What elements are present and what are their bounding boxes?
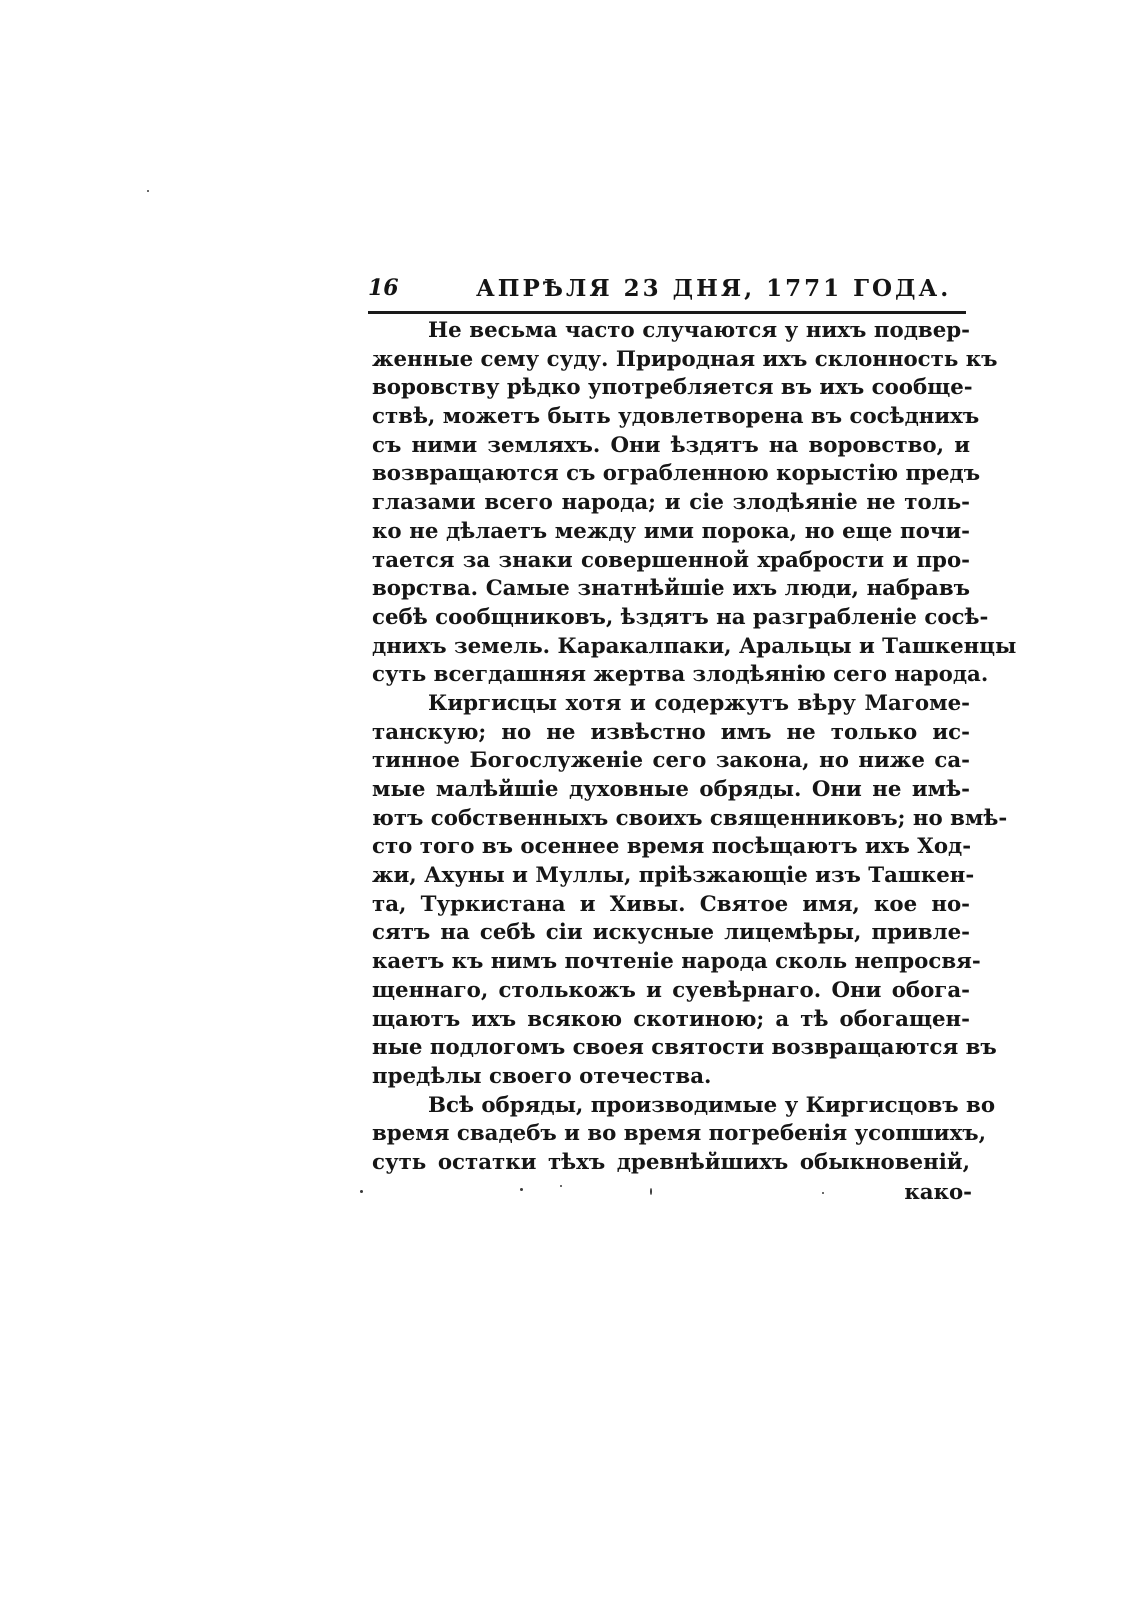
text-line: женные сему суду. Природная ихъ склонность къ	[372, 346, 998, 372]
text-line: щаютъ ихъ всякою скотиною; а тѣ обогащен-	[372, 1006, 970, 1032]
text-line: ютъ собственныхъ своихъ священниковъ; но вмѣ-	[372, 805, 1008, 831]
text-line: Не весьма часто случаются у нихъ подвер-	[428, 318, 970, 343]
text-line: днихъ земель. Каракалпаки, Аральцы и Ташкенцы	[372, 633, 1017, 659]
text-line: жи, Ахуны и Муллы, пріѣзжающіе изъ Ташкен-	[372, 863, 975, 889]
scan-speck	[520, 1188, 523, 1191]
text-line: сто того въ осеннее время посѣщаютъ ихъ Ход-	[372, 834, 972, 860]
scan-speck	[360, 1190, 363, 1193]
scan-speck	[147, 190, 149, 192]
body-text	[372, 317, 1017, 1178]
text-line: глазами всего народа; и сіе злодѣяніе не толь-	[372, 490, 970, 516]
text-line: ствѣ, можетъ быть удовлетворена въ сосѣднихъ	[372, 404, 980, 430]
text-line: танскую; но не извѣстно имъ не только ис-	[372, 719, 970, 745]
text-line: ко не дѣлаетъ между ими порока, но еще почи-	[372, 518, 970, 544]
text-line: ные подлогомъ своея святости возвращаются въ	[372, 1035, 997, 1061]
text-line: себѣ сообщниковъ, ѣздятъ на разграбленіе сосѣ-	[372, 604, 989, 630]
text-line: время свадебъ и во время погребенія усопшихъ,	[372, 1121, 987, 1147]
text-line: сятъ на себѣ сіи искусные лицемѣры, привле-	[372, 920, 970, 946]
scan-speck	[822, 1192, 824, 1194]
text-line: Всѣ обряды, производимые у Киргисцовъ во	[428, 1092, 996, 1118]
text-line: съ ними земляхъ. Они ѣздятъ на воровство, и	[372, 432, 970, 458]
text-line: каетъ къ нимъ почтеніе народа сколь непросвя-	[372, 949, 981, 975]
running-title: АПРѢЛЯ 23 ДНЯ, 1771 ГОДА.	[476, 275, 952, 302]
header-rule	[368, 311, 966, 314]
text-line: тается за знаки совершенной храбрости и про-	[372, 547, 970, 573]
text-line: суть остатки тѣхъ древнѣйшихъ обыкновеній,	[372, 1149, 970, 1175]
catchword: како-	[904, 1180, 972, 1205]
text-line: мые малѣйшіе духовные обряды. Они не имѣ-	[372, 777, 970, 802]
page-header	[368, 275, 968, 309]
text-line: предѣлы своего отечества.	[372, 1063, 712, 1089]
text-line: ворства. Самые знатнѣйшіе ихъ люди, набравъ	[372, 576, 970, 602]
scan-speck	[560, 1185, 562, 1187]
text-line: воровству рѣдко употребляется въ ихъ сообще-	[372, 375, 973, 401]
text-line: Киргисцы хотя и содержутъ вѣру Магоме-	[428, 690, 970, 716]
text-line: суть всегдашняя жертва злодѣянію сего народа.	[372, 662, 989, 688]
text-line: щеннаго, столькожъ и суевѣрнаго. Они обога-	[372, 977, 970, 1003]
page-number: 16	[368, 275, 399, 301]
text-line: тинное Богослуженіе сего закона, но ниже са-	[372, 748, 970, 774]
text-line: возвращаются съ ограбленною корыстію предъ	[372, 461, 981, 487]
text-line: та, Туркистана и Хивы. Святое имя, кое но-	[372, 891, 970, 917]
scan-speck	[650, 1188, 652, 1195]
